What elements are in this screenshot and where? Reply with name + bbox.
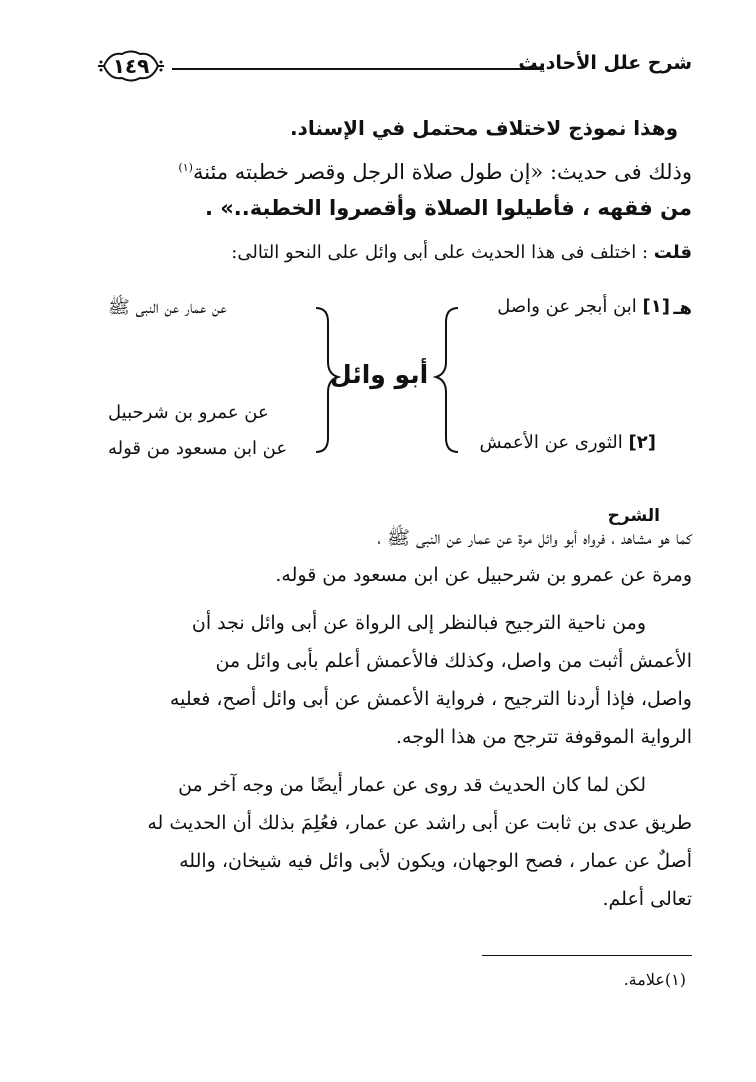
branch-2-number: [٢] <box>628 432 656 453</box>
diagram-marker: هـ <box>673 298 692 319</box>
hadith-intro: وذلك فى حديث: «إن طول صلاة الرجل وقصر خطبته مئنة <box>192 160 692 184</box>
sharh-p1-line1: كما هو مشاهد ، فرواه أبو وائل مرة عن عمار عن النبى ﷺ ، <box>377 527 692 549</box>
qultu-line <box>231 242 692 263</box>
sharh-p3-line2: طريق عدى بن ثابت عن أبى راشد عن عمار، فعُلِمَ بذلك أن الحديث له <box>147 812 692 834</box>
hadith-intro-line <box>178 160 692 184</box>
left-bottom-chain: عن ابن مسعود من قوله <box>108 438 288 459</box>
footnote-ref: (١) <box>178 161 193 174</box>
heading-line: وهذا نموذج لاختلاف محتمل في الإسناد. <box>289 116 678 140</box>
hadith-continuation: من فقهه ، فأطيلوا الصلاة وأقصروا الخطبة..» . <box>204 196 692 220</box>
left-top-chain: عن عمار عن النبى ﷺ <box>108 297 227 318</box>
sharh-p3-line1: لكن لما كان الحديث قد روى عن عمار أيضًا من وجه آخر من <box>178 774 646 796</box>
diagram-braces <box>0 290 756 490</box>
sharh-p2-line1: ومن ناحية الترجيح فبالنظر إلى الرواة عن أبى وائل نجد أن <box>191 612 646 634</box>
footnote-text: (١)علامة. <box>623 970 686 989</box>
sharh-p2-line2: الأعمش أثبت من واصل، وكذلك فالأعمش أعلم بأبى وائل من <box>215 650 692 672</box>
sharh-p2-line4: الرواية الموقوفة تترجح من هذا الوجه. <box>396 726 692 748</box>
center-narrator: أبو وائل <box>330 360 429 389</box>
sharh-p3-line3: أصلٌ عن عمار ، فصح الوجهان، ويكون لأبى وائل فيه شيخان، والله <box>179 850 692 872</box>
sharh-p3-line4: تعالى أعلم. <box>602 888 692 910</box>
branch-1-text: ابن أبجر عن واصل <box>497 296 637 317</box>
branch-2-text: الثورى عن الأعمش <box>479 432 623 453</box>
right-brace <box>436 308 458 452</box>
header-rule <box>172 68 544 70</box>
sharh-p1-line2: ومرة عن عمرو بن شرحبيل عن ابن مسعود من قوله. <box>275 564 692 586</box>
footnote-rule <box>482 955 692 956</box>
branch-2 <box>480 432 656 453</box>
sharh-p2-line3: واصل، فإذا أردنا الترجيح ، فرواية الأعمش عن أبى وائل أصح، فعليه <box>169 688 692 710</box>
sharh-label: الشرح <box>607 506 660 526</box>
branch-1-number: [١] <box>642 296 670 317</box>
left-mid-chain: عن عمرو بن شرحبيل <box>108 402 269 423</box>
qultu-word: قلت <box>653 242 692 263</box>
running-title: شرح علل الأحاديث <box>518 52 692 74</box>
qultu-text: : اختلف فى هذا الحديث على أبى وائل على النحو التالى: <box>231 242 649 263</box>
page-number-ornament <box>96 46 166 86</box>
page-number-text: ١٤٩ <box>112 54 150 78</box>
